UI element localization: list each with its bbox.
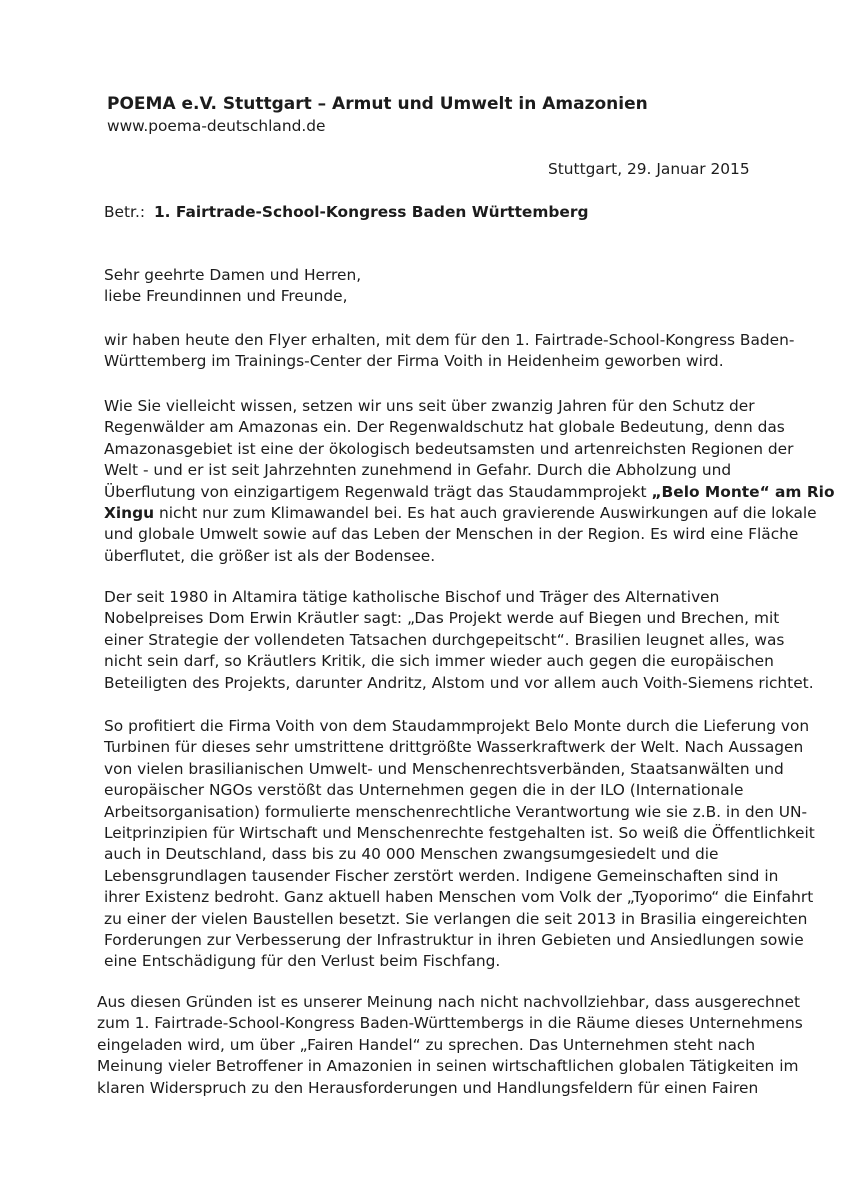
paragraph-line [104, 482, 835, 503]
paragraph-line: Turbinen für dieses sehr umstrittene drittgrößte Wasserkraftwerk der Welt. Nach Aussagen [104, 738, 804, 757]
paragraph-line: von vielen brasilianischen Umwelt- und Menschenrechtsverbänden, Staatsanwälten und [104, 759, 784, 778]
paragraph-line: Amazonasgebiet ist eine der ökologisch bedeutsamsten und artenreichsten Regionen der [104, 439, 794, 458]
paragraph-line: Der seit 1980 in Altamira tätige katholische Bischof und Träger des Alternativen [104, 588, 720, 606]
paragraph-line: einer Strategie der vollendeten Tatsachen durchgepeitscht“. Brasilien leugnet alles, was [104, 630, 785, 649]
paragraph-line: Welt - und er ist seit Jahrzehnten zunehmend in Gefahr. Durch die Abholzung und [104, 461, 732, 480]
belo-monte-emphasis: „Belo Monte“ am Rio [651, 482, 835, 501]
subject-label: Betr.: [104, 203, 146, 221]
salutation-line-1: Sehr geehrte Damen und Herren, [104, 266, 362, 284]
paragraph-line: zu einer der vielen Baustellen besetzt. Sie verlangen die seit 2013 in Brasilia eingereichten [104, 909, 808, 928]
subject-line [104, 203, 588, 221]
subject-text: 1. Fairtrade-School-Kongress Baden Württemberg [153, 203, 589, 221]
paragraph-line: Aus diesen Gründen ist es unserer Meinung nach nicht nachvollziehbar, dass ausgerechnet [97, 993, 801, 1011]
paragraph-line: auch in Deutschland, dass bis zu 40 000 Menschen zwangsumgesiedelt und die [104, 845, 719, 864]
paragraph-line: So profitiert die Firma Voith von dem Staudammprojekt Belo Monte durch die Lieferung von [104, 717, 810, 735]
organization-website: www.poema-deutschland.de [107, 117, 326, 135]
paragraph-line: zum 1. Fairtrade-School-Kongress Baden-Württembergs in die Räume dieses Unternehmens [97, 1014, 803, 1033]
paragraph-line: überflutet, die größer ist als der Bodensee. [104, 546, 436, 565]
paragraph-line: wir haben heute den Flyer erhalten, mit dem für den 1. Fairtrade-School-Kongress Baden- [104, 331, 795, 349]
paragraph-line: Wie Sie vielleicht wissen, setzen wir uns seit über zwanzig Jahren für den Schutz der [104, 397, 755, 415]
letter-date: Stuttgart, 29. Januar 2015 [548, 160, 750, 178]
paragraph-line: klaren Widerspruch zu den Herausforderungen und Handlungsfeldern für einen Fairen [97, 1078, 759, 1097]
paragraph-kraeutler [104, 587, 814, 694]
paragraph-flyer [104, 330, 795, 373]
paragraph-line: Beteiligten des Projekts, darunter Andritz, Alstom und vor allem auch Voith-Siemens richtet. [104, 673, 814, 692]
rio-xingu-emphasis: Xingu [104, 504, 155, 523]
paragraph-line: Württemberg im Trainings-Center der Firma Voith in Heidenheim geworben wird. [104, 352, 724, 371]
paragraph-line: und globale Umwelt sowie auf das Leben der Menschen in der Region. Es wird eine Fläche [104, 525, 799, 544]
paragraph-line: Leitprinzipien für Wirtschaft und Menschenrechte festgehalten ist. So weiß die Öffentlichkeit [104, 824, 815, 843]
paragraph-line: ihrer Existenz bedroht. Ganz aktuell haben Menschen vom Volk der „Tyoporimo“ die Einfahrt [104, 888, 814, 907]
paragraph-line: eine Entschädigung für den Verlust beim Fischfang. [104, 952, 501, 971]
paragraph-line: Forderungen zur Verbesserung der Infrastruktur in ihren Gebieten und Ansiedlungen sowie [104, 931, 804, 950]
paragraph-voith [104, 716, 815, 973]
paragraph-line: europäischer NGOs verstößt das Unternehmen gegen die in der ILO (Internationale [104, 781, 744, 800]
paragraph-line: Lebensgrundlagen tausender Fischer zerstört werden. Indigene Gemeinschaften sind in [104, 866, 779, 885]
salutation [104, 265, 361, 307]
paragraph-line: Arbeitsorganisation) formulierte menschenrechtliche Verantwortung wie sie z.B. in den UN- [104, 802, 808, 821]
salutation-line-2: liebe Freundinnen und Freunde, [104, 287, 348, 305]
paragraph-line [104, 503, 817, 524]
paragraph-line: nicht sein darf, so Kräutlers Kritik, die sich immer wieder auch gegen die europäischen [104, 652, 774, 671]
paragraph-line-text: Überflutung von einzigartigem Regenwald trägt das Staudammprojekt [104, 482, 652, 501]
paragraph-rainforest [104, 396, 835, 567]
paragraph-line: Nobelpreises Dom Erwin Kräutler sagt: „Das Projekt werde auf Biegen und Brechen, mit [104, 609, 780, 628]
paragraph-conclusion [97, 992, 803, 1099]
paragraph-line-text: nicht nur zum Klimawandel bei. Es hat auch gravierende Auswirkungen auf die lokale [154, 504, 817, 523]
organization-name: POEMA e.V. Stuttgart – Armut und Umwelt in Amazonien [107, 94, 648, 114]
paragraph-line: eingeladen wird, um über „Fairen Handel“ zu sprechen. Das Unternehmen steht nach [97, 1035, 756, 1054]
paragraph-line: Regenwälder am Amazonas ein. Der Regenwaldschutz hat globale Bedeutung, denn das [104, 418, 785, 437]
paragraph-line: Meinung vieler Betroffener in Amazonien in seinen wirtschaftlichen globalen Tätigkeiten im [97, 1057, 799, 1076]
